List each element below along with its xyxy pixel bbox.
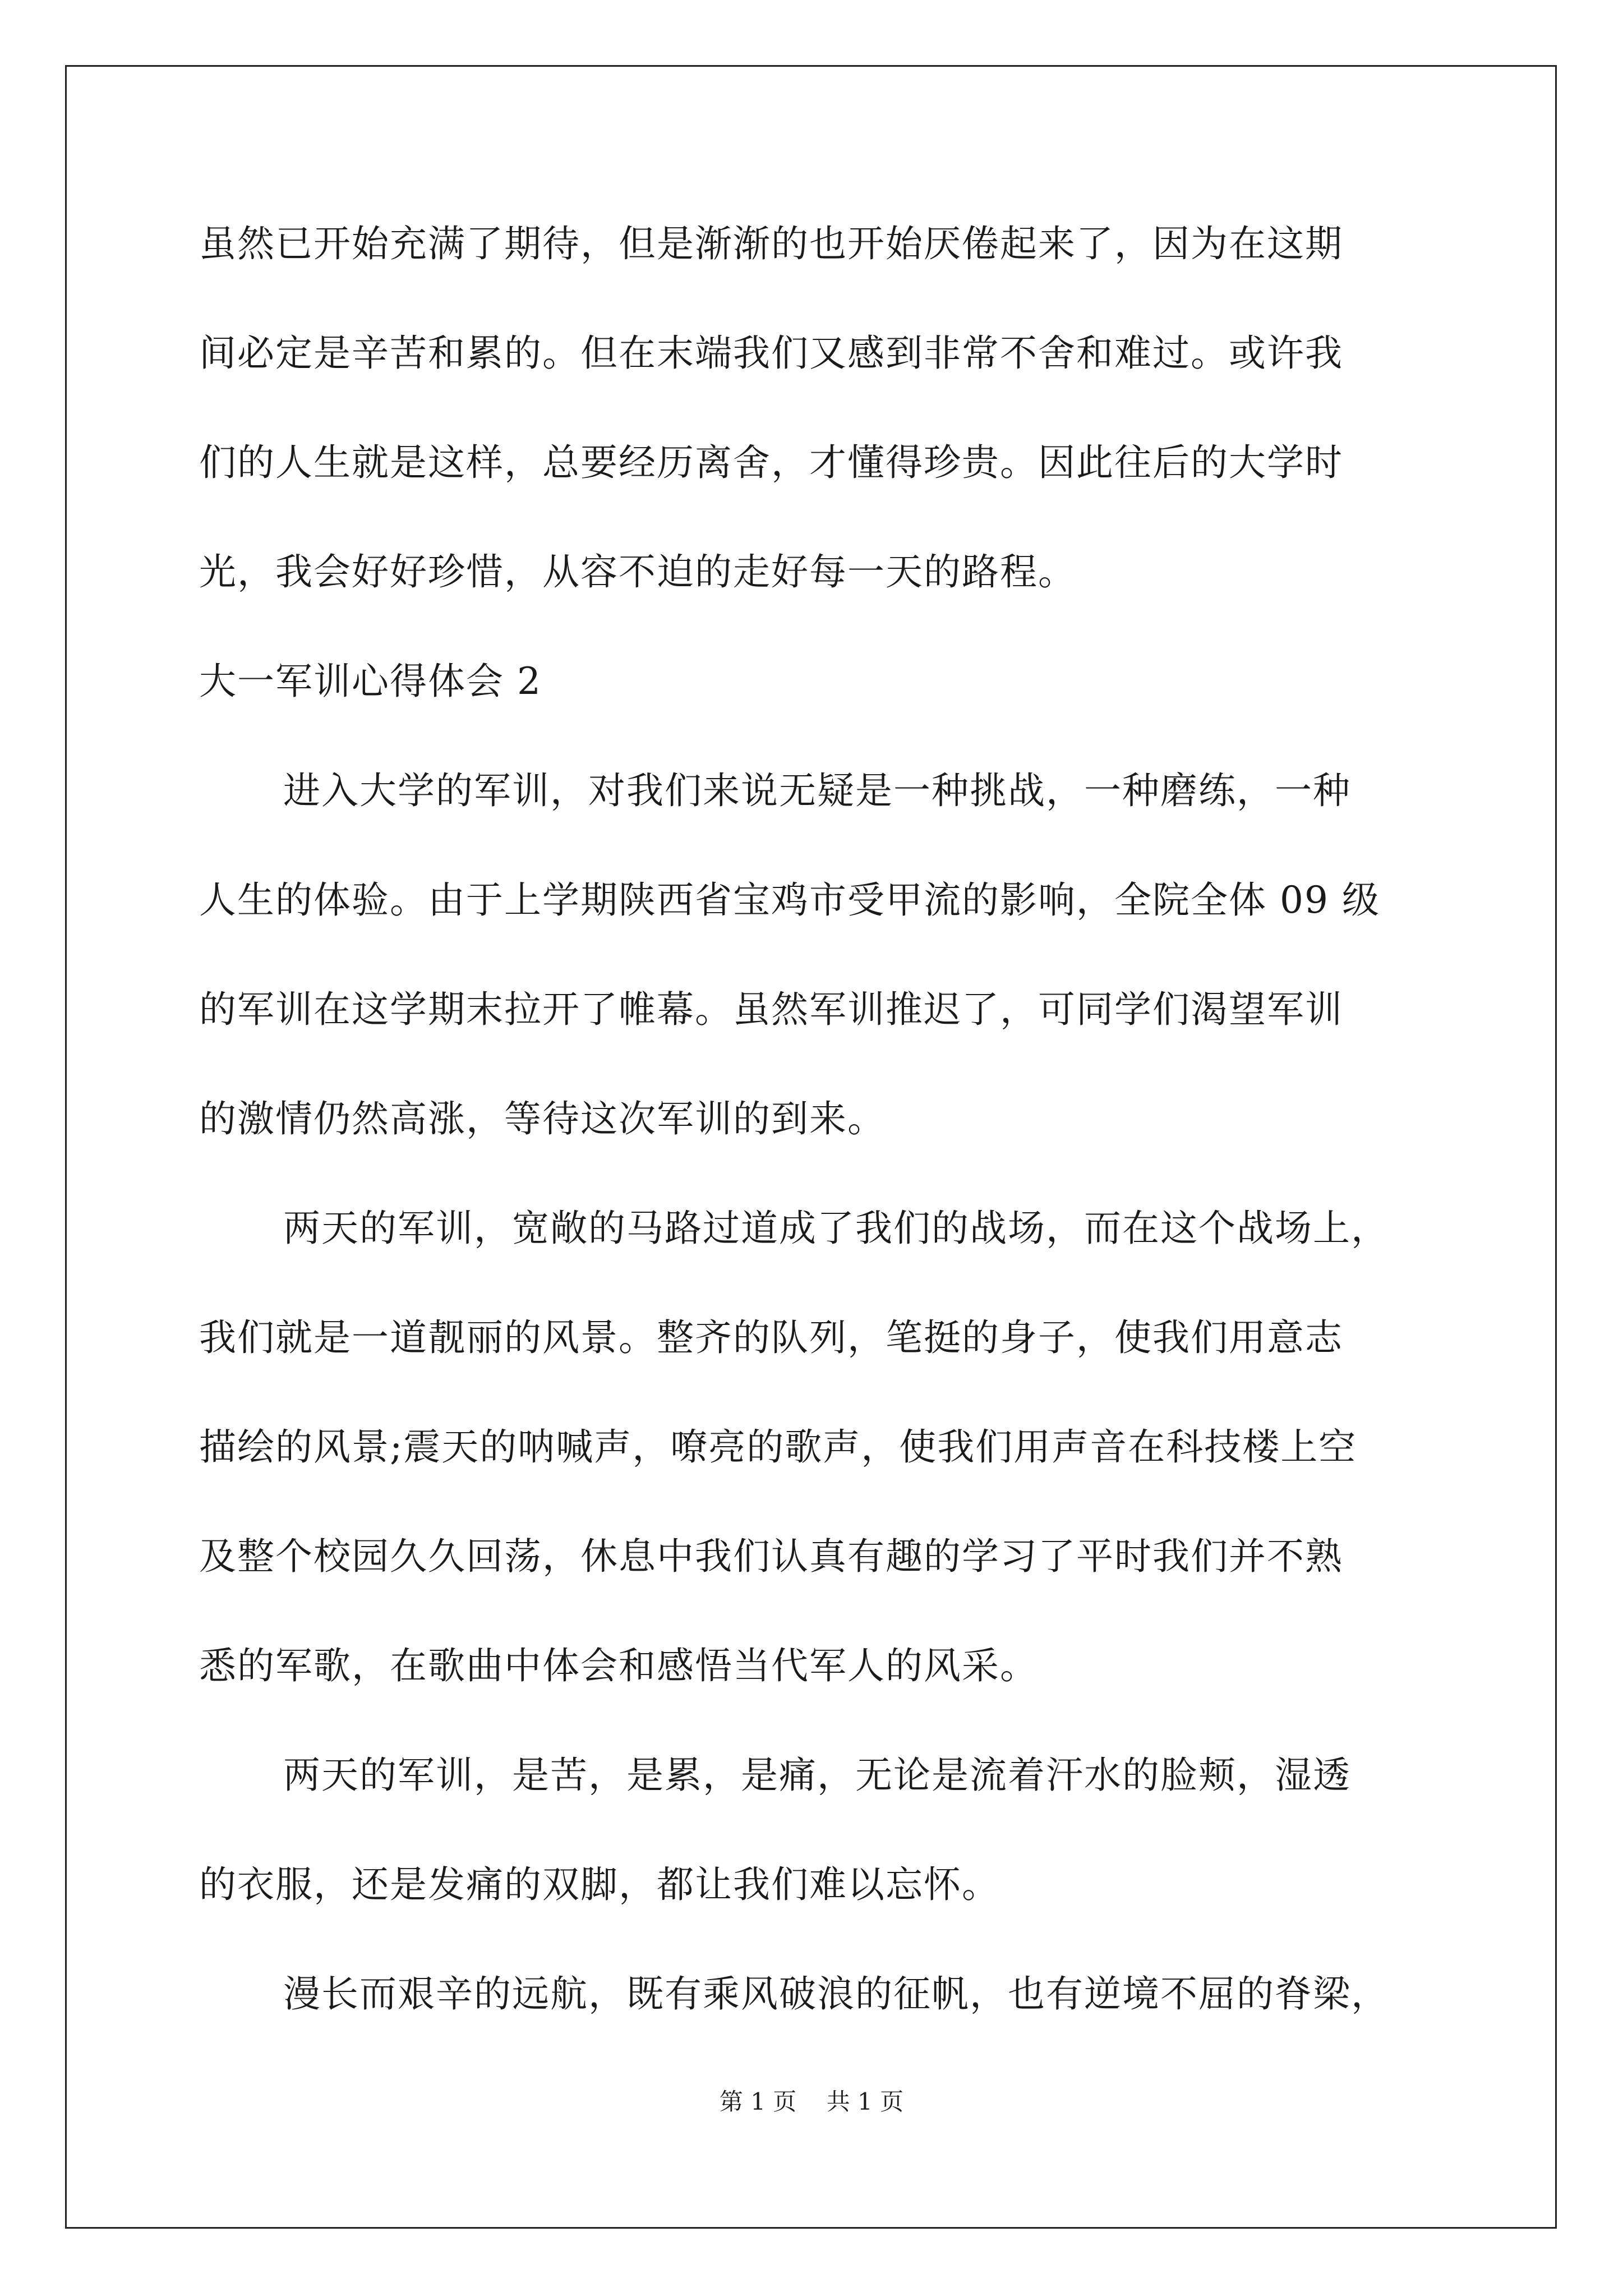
page-number-footer: 第 1 页 共 1 页 xyxy=(719,2088,904,2115)
text-line: 我们就是一道靓丽的风景。整齐的队列，笔挺的身子，使我们用意志 xyxy=(199,1316,1343,1359)
text-line: 的军训在这学期末拉开了帷幕。虽然军训推迟了，可同学们渴望军训 xyxy=(199,988,1343,1031)
text-line: 间必定是辛苦和累的。但在末端我们又感到非常不舍和难过。或许我 xyxy=(199,332,1343,375)
text-line: 进入大学的军训，对我们来说无疑是一种挑战，一种磨练，一种 xyxy=(283,769,1351,812)
text-line: 虽然已开始充满了期待，但是渐渐的也开始厌倦起来了，因为在这期 xyxy=(199,222,1343,265)
text-line: 人生的体验。由于上学期陕西省宝鸡市受甲流的影响，全院全体 09 级 xyxy=(199,878,1380,922)
text-line: 悉的军歌，在歌曲中体会和感悟当代军人的风采。 xyxy=(199,1644,1038,1687)
text-line: 两天的军训，是苦，是累，是痛，无论是流着汗水的脸颊，湿透 xyxy=(283,1754,1351,1797)
text-line: 的激情仍然高涨，等待这次军训的到来。 xyxy=(199,1097,886,1140)
text-line: 两天的军训，宽敞的马路过道成了我们的战场，而在这个战场上， xyxy=(283,1207,1389,1250)
section-heading: 大一军训心得体会 2 xyxy=(199,660,542,703)
text-line: 的衣服，还是发痛的双脚，都让我们难以忘怀。 xyxy=(199,1863,1000,1906)
text-line: 及整个校园久久回荡，休息中我们认真有趣的学习了平时我们并不熟 xyxy=(199,1535,1343,1578)
text-line: 光，我会好好珍惜，从容不迫的走好每一天的路程。 xyxy=(199,550,1076,593)
text-line: 描绘的风景;震天的呐喊声，嘹亮的歌声，使我们用声音在科技楼上空 xyxy=(199,1425,1357,1469)
text-line: 漫长而艰辛的远航，既有乘风破浪的征帆，也有逆境不屈的脊梁， xyxy=(283,1972,1389,2016)
text-line: 们的人生就是这样，总要经历离舍，才懂得珍贵。因此往后的大学时 xyxy=(199,441,1343,484)
